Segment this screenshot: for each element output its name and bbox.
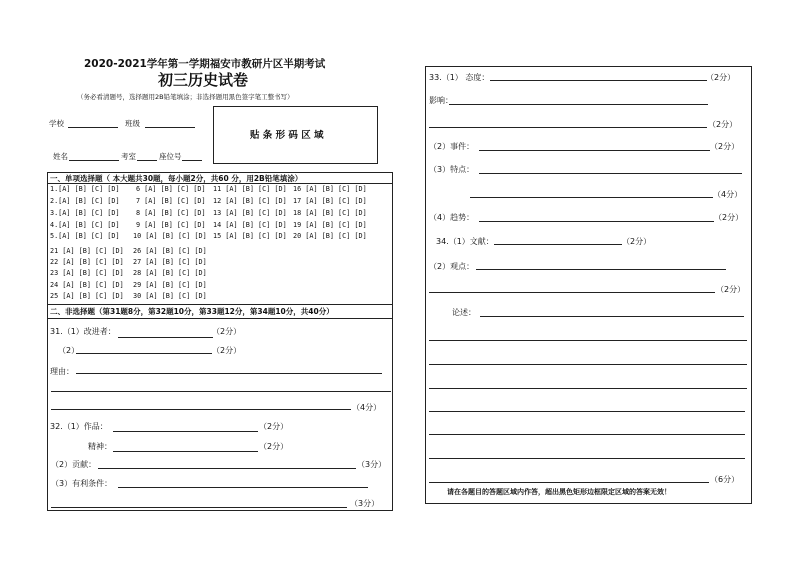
mc-row[interactable]: 11 [A] [B] [C] [D]	[213, 185, 287, 193]
q33-part4-label: （4）趋势：	[429, 213, 475, 222]
section1-title: 一、单项选择题（ 本大题共30题，每小题2分，共60 分，用2B铅笔填涂）	[50, 174, 303, 183]
mc-row[interactable]: 15 [A] [B] [C] [D]	[213, 232, 287, 240]
q32-part1-line[interactable]	[113, 431, 258, 432]
mc-row[interactable]: 2.[A] [B] [C] [D]	[50, 197, 120, 205]
seat-label: 座位号	[159, 152, 182, 161]
mc-row[interactable]: 16 [A] [B] [C] [D]	[293, 185, 367, 193]
answer-area-warning: 请在各题目的答题区域内作答，超出黑色矩形边框限定区域的答案无效！	[447, 488, 671, 496]
q31-part1-label: 31.（1）改进者：	[50, 327, 116, 336]
mc-row[interactable]: 27 [A] [B] [C] [D]	[133, 258, 207, 266]
room-label: 考室	[121, 152, 136, 161]
mc-row[interactable]: 25 [A] [B] [C] [D]	[50, 292, 124, 300]
q34-argue-score: （6分）	[710, 475, 740, 484]
mc-row[interactable]: 18 [A] [B] [C] [D]	[293, 209, 367, 217]
q31-part1-line[interactable]	[118, 337, 213, 338]
q32-part3-score: （3分）	[350, 499, 380, 508]
exam-title: 2020-2021学年第一学期福安市教研片区半期考试	[84, 58, 326, 70]
mc-row[interactable]: 12 [A] [B] [C] [D]	[213, 197, 287, 205]
q33-impact-line1[interactable]	[449, 104, 708, 105]
mc-row[interactable]: 7 [A] [B] [C] [D]	[136, 197, 206, 205]
q32-part3-line1[interactable]	[118, 487, 368, 488]
name-label: 姓名	[53, 152, 68, 161]
mc-row[interactable]: 8 [A] [B] [C] [D]	[136, 209, 206, 217]
q33-part2-label: （2）事件：	[429, 142, 475, 151]
q31-part1-score: （2分）	[212, 327, 242, 336]
q33-part3-line1[interactable]	[479, 173, 742, 174]
section2-divider	[47, 304, 393, 305]
q31-part2-line[interactable]	[76, 353, 212, 354]
q34-argue-line[interactable]	[429, 434, 745, 435]
mc-row[interactable]: 30 [A] [B] [C] [D]	[133, 292, 207, 300]
q33-impact-label: 影响：	[429, 96, 453, 105]
q31-reason-line3[interactable]	[51, 409, 351, 410]
q33-part2-score: （2分）	[710, 142, 740, 151]
mc-row[interactable]: 22 [A] [B] [C] [D]	[50, 258, 124, 266]
q33-part4-score: （2分）	[714, 213, 744, 222]
q32-part2-label: （2）贡献：	[51, 460, 97, 469]
mc-row[interactable]: 21 [A] [B] [C] [D]	[50, 247, 124, 255]
q33-part3-score: （4分）	[713, 190, 743, 199]
q33-part1-score: （2分）	[706, 73, 736, 82]
q33-part1-line[interactable]	[490, 80, 707, 81]
mc-row[interactable]: 20 [A] [B] [C] [D]	[293, 232, 367, 240]
q32-part1-label: 32.（1）作品：	[50, 422, 108, 431]
paper-subject: 初三历史试卷	[158, 71, 249, 89]
section2-divider-bottom	[47, 318, 393, 319]
mc-row[interactable]: 14 [A] [B] [C] [D]	[213, 221, 287, 229]
seat-field[interactable]	[182, 160, 202, 161]
mc-row[interactable]: 5.[A] [B] [C] [D]	[50, 232, 120, 240]
q32-part2-line[interactable]	[98, 468, 356, 469]
q34-argue-line[interactable]	[480, 316, 744, 317]
barcode-area	[213, 106, 378, 164]
mc-row[interactable]: 19 [A] [B] [C] [D]	[293, 221, 367, 229]
mc-row[interactable]: 10 [A] [B] [C] [D]	[133, 232, 207, 240]
q34-part1-label: 34.（1）文献：	[436, 237, 494, 246]
q32-part2-score: （3分）	[357, 460, 387, 469]
mc-row[interactable]: 24 [A] [B] [C] [D]	[50, 281, 124, 289]
mc-row[interactable]: 6 [A] [B] [C] [D]	[136, 185, 206, 193]
q34-part2-score: （2分）	[716, 285, 746, 294]
q32-part3-line2[interactable]	[51, 507, 347, 508]
barcode-label: 贴 条 形 码 区 域	[250, 130, 324, 141]
q34-argue-line[interactable]	[429, 411, 745, 412]
q33-impact-line2[interactable]	[429, 127, 707, 128]
q34-argue-line[interactable]	[429, 458, 745, 459]
q32-spirit-score: （2分）	[259, 442, 289, 451]
q33-part1-label: 33.（1） 态度：	[429, 73, 490, 82]
mc-row[interactable]: 13 [A] [B] [C] [D]	[213, 209, 287, 217]
class-field[interactable]	[145, 127, 195, 128]
q31-reason-line1[interactable]	[76, 373, 382, 374]
q32-spirit-line[interactable]	[113, 451, 258, 452]
exam-notice: （务必看清题号，选择题用2B铅笔填涂；非选择题用黑色签字笔工整书写）	[77, 93, 294, 101]
school-field[interactable]	[68, 127, 118, 128]
q34-argue-line[interactable]	[429, 482, 709, 483]
mc-row[interactable]: 26 [A] [B] [C] [D]	[133, 247, 207, 255]
q34-argue-label: 论述：	[452, 308, 476, 317]
school-label: 学校	[49, 119, 64, 128]
q33-part2-line[interactable]	[479, 150, 710, 151]
section1-divider	[47, 183, 393, 184]
q34-argue-line[interactable]	[429, 364, 747, 365]
q34-part2-line1[interactable]	[476, 269, 726, 270]
q33-part4-line[interactable]	[479, 221, 714, 222]
mc-row[interactable]: 23 [A] [B] [C] [D]	[50, 269, 124, 277]
section2-title: 二、非选择题（第31题8分，第32题10分，第33题12分，第34题10分，共40分）	[50, 307, 334, 316]
q32-part1-score: （2分）	[259, 422, 289, 431]
q31-reason-score: （4分）	[352, 403, 382, 412]
q34-argue-line[interactable]	[429, 340, 747, 341]
q34-part1-line[interactable]	[494, 244, 622, 245]
q33-impact-score: （2分）	[708, 120, 738, 129]
q34-part1-score: （2分）	[622, 237, 652, 246]
q34-argue-line[interactable]	[429, 388, 747, 389]
mc-row[interactable]: 3.[A] [B] [C] [D]	[50, 209, 120, 217]
q31-part2-label: （2）	[58, 346, 80, 355]
mc-row[interactable]: 17 [A] [B] [C] [D]	[293, 197, 367, 205]
q33-part3-label: （3）特点：	[429, 165, 475, 174]
name-field[interactable]	[69, 160, 119, 161]
room-field[interactable]	[137, 160, 157, 161]
q31-part2-score: （2分）	[212, 346, 242, 355]
mc-row[interactable]: 9 [A] [B] [C] [D]	[136, 221, 206, 229]
q32-part3-label: （3）有利条件：	[51, 479, 113, 488]
q32-spirit-label: 精神：	[88, 442, 112, 451]
mc-row[interactable]: 1.[A] [B] [C] [D]	[50, 185, 120, 193]
mc-row[interactable]: 29 [A] [B] [C] [D]	[133, 281, 207, 289]
class-label: 班级	[125, 119, 140, 128]
q34-part2-line2[interactable]	[429, 292, 715, 293]
q33-part3-line2[interactable]	[470, 197, 713, 198]
right-answer-frame	[425, 66, 752, 504]
q31-reason-line2[interactable]	[51, 391, 391, 392]
mc-row[interactable]: 4.[A] [B] [C] [D]	[50, 221, 120, 229]
mc-row[interactable]: 28 [A] [B] [C] [D]	[133, 269, 207, 277]
q34-part2-label: （2）观点：	[429, 262, 475, 271]
q31-reason-label: 理由：	[50, 367, 74, 376]
